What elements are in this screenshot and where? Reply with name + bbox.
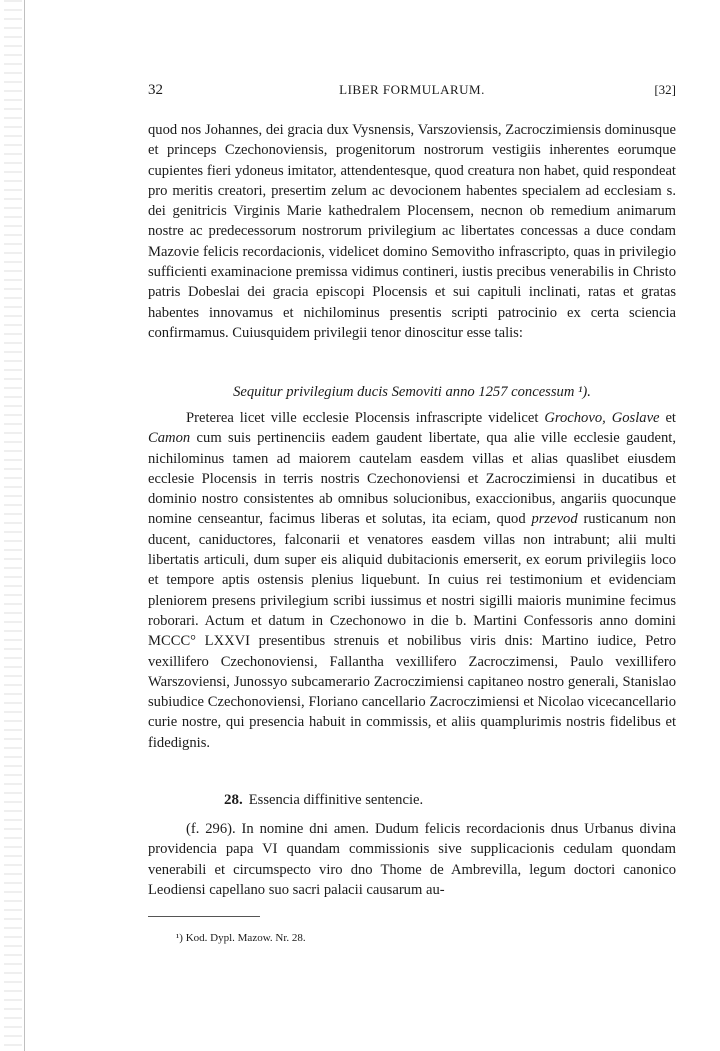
section-title: Essencia diffinitive sentencie. [248,792,424,808]
paragraph-2-part3: rusticanum non ducent, caniductores, falconarii et venatores easdem villas non intrabunt; alii multi libertatis articuli, dum super eis aliquid dubitacionis emerserit, ex eorum privilegiis loco et tempore aptis ostensis plenius liquebunt. In cuius rei testimonium et evidenciam pleniorem presens privilegium scribi iussimus et nostri sigilli maioris munimine fecimus roborari. Actum et datum in Czechonowo in die b. Martini Confessoris anno domini MCCC° LXXVI presentibus strenuis et nobilibus viris dnis: Martino iudice, Petro vexillifero Czechonoviensi, Fallantha vexillifero Zacroczimensi, Paulo vexillifero Warszoviensi, Junossyo subcamerario Zacroczimiensi capitaneo nostro generali, Stanislao subiudice Czechonoviensi, Floriano cancellario Zacroczimiensi et Nicolao vicecancellario curie nostre, qui presencia habuit in commissis, et aliis quamplurimis nostris fidelibus et fidedignis. [148,511,676,751]
paragraph-3-text: (f. 296). In nomine dni amen. Dudum felicis recordacionis dnus Urbanus divina providencia papa VI quandam commissionis sive supplicacionis cedulam quondam venerabili et circumspecto viro dno Thome de Ambrevilla, legum doctori canonico Leodiensi capellano suo sacri palacii causarum au- [148,821,676,898]
section-heading [224,792,423,809]
place-goslave: Goslave [611,410,660,426]
paragraph-2-text [148,408,676,753]
paragraph-2-part2: cum suis pertinenciis eadem gaudent libertate, qua alie ville ecclesie gaudent, nichilominus tamen ad maiorem cautelam easdem villas et alias quaslibet eiusdem ecclesie Plocensis in terris nostris Czechonoviensi et Zacroczimiensi in ducatibus et dominio nostro consistentes ab omnibus solucionibus, exaccionibus, angariis quocunque nomine censeantur, facimus liberas et solutas, ita eciam, quod [148,430,676,528]
section-number: 28. [224,792,243,808]
paragraph-3 [148,819,676,900]
paragraph-2-conj: et [659,410,676,426]
place-camon: Camon [148,430,191,447]
place-grochovo: Grochovo, [544,410,606,426]
paragraph-2 [148,408,676,753]
footnote-rule [148,916,260,917]
bracket-number: [32] [654,82,676,97]
paragraph-1-text: quod nos Johannes, dei gracia dux Vysnensis, Varszoviensis, Zacroczimiensis dominusque et princeps Czechonoviensis, progenitorum nostrorum vestigiis inherentes eorumque cupientes fieri ydoneus imitator, attendentesque, quod creatura non habet, quid respondeat pro meritis creatori, presertim zelum ac devocionem habentes specialem ad ecclesiam s. dei genitricis Virginis Marie kathedralem Plocensem, necnon ob remedium animarum nostre ac predecessorum nostrorum privilegium ac libertates concessas a duce condam Mazovie felicis recordacionis, videlicet domino Semovitho infrascripto, quas in privilegio sufficienti examinacione premissa vidimus contineri, iustis precibus venerabilis in Christo patris Dobeslai dei gracia episcopi Plocensis et sui capituli inclinati, ratas et gratas habentes innovamus et nichilominus presentis scripti patrocinio ex certa sciencia confirmamus. Cuiusquidem privilegii tenor dinoscitur esse talis: [148,122,676,341]
paragraph-1 [148,120,676,343]
inserted-heading: Sequitur privilegium ducis Semoviti anno 1257 concessum ¹). [233,384,591,400]
binding-edge-marks [4,0,22,1051]
term-przevod: przevod [531,511,578,528]
running-title: LIBER FORMULARUM. [339,82,485,97]
footnote: ¹) Kod. Dypl. Mazow. Nr. 28. [176,932,306,944]
paragraph-2-part1: Preterea licet ville ecclesie Plocensis infrascripte videlicet [186,410,545,426]
binding-edge-line [24,0,25,1051]
running-header [148,80,676,102]
page-number: 32 [148,82,163,98]
